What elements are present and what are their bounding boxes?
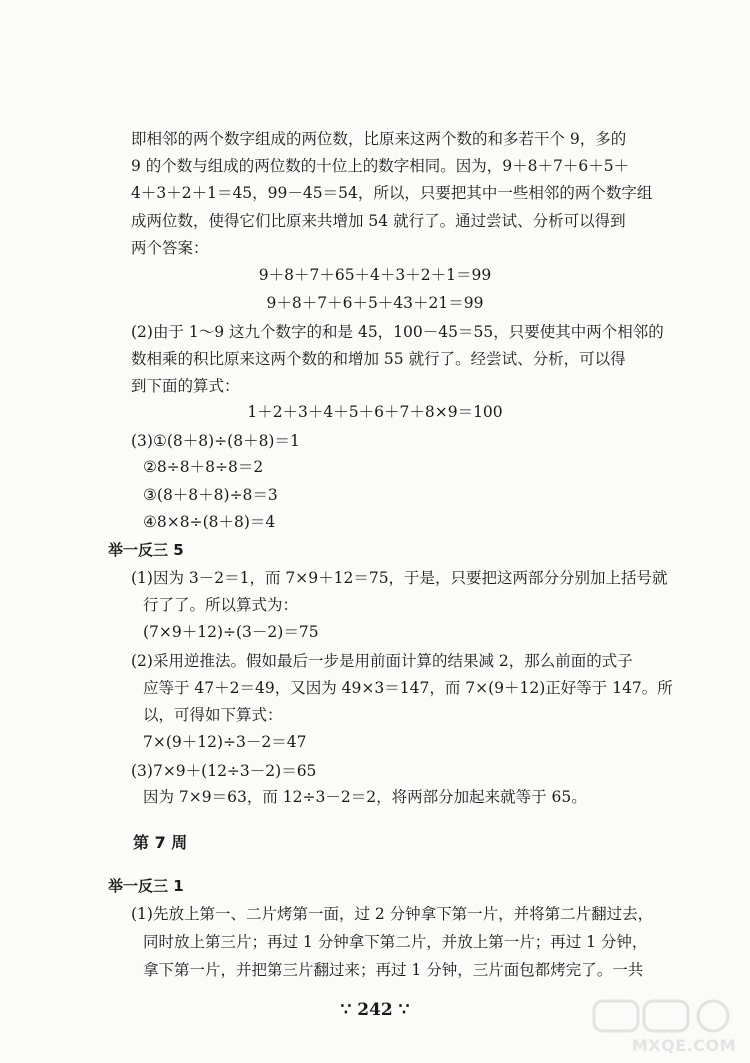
text-line: (3)①(8＋8)÷(8＋8)＝1 xyxy=(131,432,300,450)
equation: 1＋2＋3＋4＋5＋6＋7＋8×9＝100 xyxy=(247,403,503,421)
text-line: 到下面的算式： xyxy=(131,377,240,395)
text-line: 同时放上第三片；再过 1 分钟拿下第二片，并放上第一片；再过 1 分钟， xyxy=(143,933,648,951)
text-line: 即相邻的两个数字组成的两位数，比原来这两个数的和多若干个 9，多的 xyxy=(131,130,627,148)
text-line: 4＋3＋2＋1＝45，99－45＝54，所以，只要把其中一些相邻的两个数字组 xyxy=(131,184,653,202)
text-line: (3)7×9＋(12÷3－2)＝65 xyxy=(131,762,317,780)
section-heading: 举一反三 5 xyxy=(108,541,184,559)
text-line: (2)由于 1～9 这九个数字的和是 45，100－45＝55，只要使其中两个相邻的 xyxy=(131,323,664,341)
text-line: 因为 7×9＝63，而 12÷3－2＝2，将两部分加起来就等于 65。 xyxy=(143,788,587,806)
text-line: 行了了。所以算式为： xyxy=(143,596,299,614)
text-line: 数相乘的积比原来这两个数的和增加 55 就行了。经尝试、分析，可以得 xyxy=(131,350,626,368)
watermark xyxy=(592,999,742,1055)
text-line: (7×9＋12)÷(3－2)＝75 xyxy=(143,623,319,641)
page-number-dots-left: ∵ xyxy=(340,1000,352,1020)
text-line: 成两位数，使得它们比原来共增加 54 就行了。通过尝试、分析可以得到 xyxy=(131,212,626,230)
watermark-logo xyxy=(592,999,742,1033)
text-line: 以，可得如下算式： xyxy=(143,706,283,724)
text-line: 拿下第一片，并把第三片翻过来；再过 1 分钟，三片面包都烤完了。一共 xyxy=(143,961,644,979)
text-line: 两个答案： xyxy=(131,239,209,257)
watermark-url: MXQE.COM xyxy=(631,1036,736,1055)
text-line: (1)因为 3－2＝1，而 7×9＋12＝75，于是，只要把这两部分分别加上括号就 xyxy=(131,569,668,587)
section-heading: 举一反三 1 xyxy=(108,877,184,895)
text-line: ④8×8÷(8＋8)＝4 xyxy=(143,513,276,531)
text-line: (2)采用逆推法。假如最后一步是用前面计算的结果减 2，那么前面的式子 xyxy=(131,652,633,670)
text-line: ③(8＋8＋8)÷8＝3 xyxy=(143,486,278,504)
page-number-value: 242 xyxy=(357,1000,393,1020)
equation: 9＋8＋7＋65＋4＋3＋2＋1＝99 xyxy=(258,266,492,284)
week-heading: 第 7 周 xyxy=(133,833,188,852)
equation: 9＋8＋7＋6＋5＋43＋21＝99 xyxy=(266,294,484,312)
text-line: ②8÷8＋8÷8＝2 xyxy=(143,458,264,476)
text-line: 应等于 47＋2＝49，又因为 49×3＝147，而 7×(9＋12)正好等于 147。所 xyxy=(143,679,673,697)
text-line: (1)先放上第一、二片烤第一面，过 2 分钟拿下第一片，并将第二片翻过去， xyxy=(131,905,654,923)
page-number-dots-right: ∵ xyxy=(398,1000,410,1020)
text-line: 9 的个数与组成的两位数的十位上的数字相同。因为，9＋8＋7＋6＋5＋ xyxy=(131,157,630,175)
text-line: 7×(9＋12)÷3－2＝47 xyxy=(143,733,307,751)
